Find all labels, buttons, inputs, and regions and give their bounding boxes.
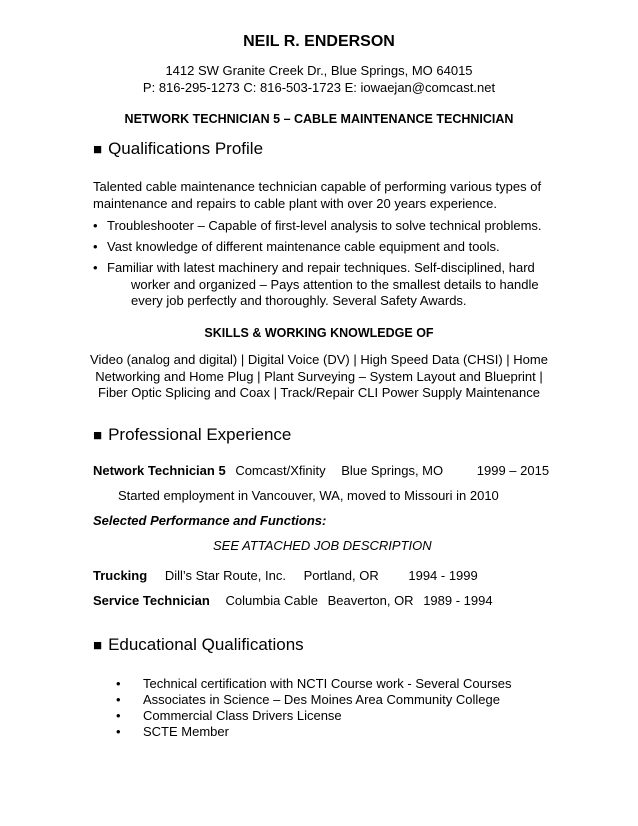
job-entry-1 (93, 463, 549, 478)
job-company: Comcast/Xfinity (235, 463, 326, 478)
education-item-1 (116, 676, 511, 692)
job-company: Dill’s Star Route, Inc. (164, 568, 286, 583)
qualifications-heading-text: Qualifications Profile (108, 139, 264, 158)
bullet-icon: • (116, 692, 121, 707)
square-bullet-icon: ■ (93, 141, 103, 158)
qualifications-heading (93, 139, 263, 159)
job-entry-3 (93, 593, 493, 608)
square-bullet-icon: ■ (93, 637, 103, 654)
qualification-bullet-text: Troubleshooter – Capable of first-level analysis to solve technical problems. (107, 218, 542, 233)
bullet-icon: • (116, 724, 121, 739)
qualification-bullet-text: Familiar with latest machinery and repair techniques. Self-disciplined, hard (107, 260, 535, 275)
qualification-bullet-3-continued-1: worker and organized – Pays attention to the smallest details to handle (131, 277, 539, 292)
qualification-bullet-2 (93, 238, 500, 255)
education-item-text: Associates in Science – Des Moines Area Community College (143, 692, 500, 707)
role-title: NETWORK TECHNICIAN 5 – CABLE MAINTENANCE TECHNICIAN (124, 112, 514, 126)
qualifications-intro-line-2: maintenance and repairs to cable plant with over 20 years experience. (93, 196, 497, 211)
education-item-2 (116, 692, 500, 708)
selected-performance-label: Selected Performance and Functions: (93, 513, 327, 528)
qualification-bullet-3 (93, 259, 535, 276)
education-item-text: SCTE Member (143, 724, 229, 739)
job-location: Blue Springs, MO (341, 463, 444, 478)
job-location: Portland, OR (303, 568, 379, 583)
contact-line: P: 816-295-1273 C: 816-503-1723 E: iowaejan@comcast.net (142, 80, 496, 95)
qualification-bullet-1 (93, 217, 542, 234)
job-entry-2 (93, 568, 478, 583)
bullet-icon: • (116, 708, 121, 723)
job-1-note: Started employment in Vancouver, WA, moved to Missouri in 2010 (118, 488, 499, 503)
education-item-3 (116, 708, 342, 724)
job-title: Network Technician 5 (93, 463, 226, 478)
attached-description-note: SEE ATTACHED JOB DESCRIPTION (213, 538, 432, 553)
address-line: 1412 SW Granite Creek Dr., Blue Springs, MO 64015 (165, 63, 473, 78)
qualification-bullet-3-continued-2: every job perfectly and thoroughly. Several Safety Awards. (131, 293, 467, 308)
job-company: Columbia Cable (225, 593, 318, 608)
job-title: Trucking (93, 568, 148, 583)
job-dates: 1994 - 1999 (408, 568, 478, 583)
experience-heading (93, 425, 291, 445)
bullet-icon: • (93, 239, 98, 254)
candidate-name: NEIL R. ENDERSON (243, 33, 395, 50)
bullet-icon: • (93, 260, 98, 275)
square-bullet-icon: ■ (93, 427, 103, 444)
job-dates: 1999 – 2015 (476, 463, 550, 478)
qualifications-intro-line-1: Talented cable maintenance technician capable of performing various types of (93, 179, 542, 194)
skills-line-2: Networking and Home Plug | Plant Surveying – System Layout and Blueprint | (95, 369, 543, 384)
job-dates: 1989 - 1994 (423, 593, 493, 608)
skills-title: SKILLS & WORKING KNOWLEDGE OF (204, 326, 434, 340)
bullet-icon: • (93, 218, 98, 233)
job-location: Beaverton, OR (327, 593, 414, 608)
education-item-text: Technical certification with NCTI Course work - Several Courses (143, 676, 512, 691)
education-item-4 (116, 724, 229, 740)
qualification-bullet-text: Vast knowledge of different maintenance cable equipment and tools. (107, 239, 500, 254)
skills-line-3: Fiber Optic Splicing and Coax | Track/Repair CLI Power Supply Maintenance (98, 385, 540, 400)
bullet-icon: • (116, 676, 121, 691)
education-item-text: Commercial Class Drivers License (143, 708, 342, 723)
education-heading (93, 635, 304, 655)
job-title: Service Technician (93, 593, 210, 608)
experience-heading-text: Professional Experience (108, 425, 292, 444)
education-heading-text: Educational Qualifications (108, 635, 304, 654)
skills-line-1: Video (analog and digital) | Digital Voice (DV) | High Speed Data (CHSI) | Home (90, 352, 548, 367)
